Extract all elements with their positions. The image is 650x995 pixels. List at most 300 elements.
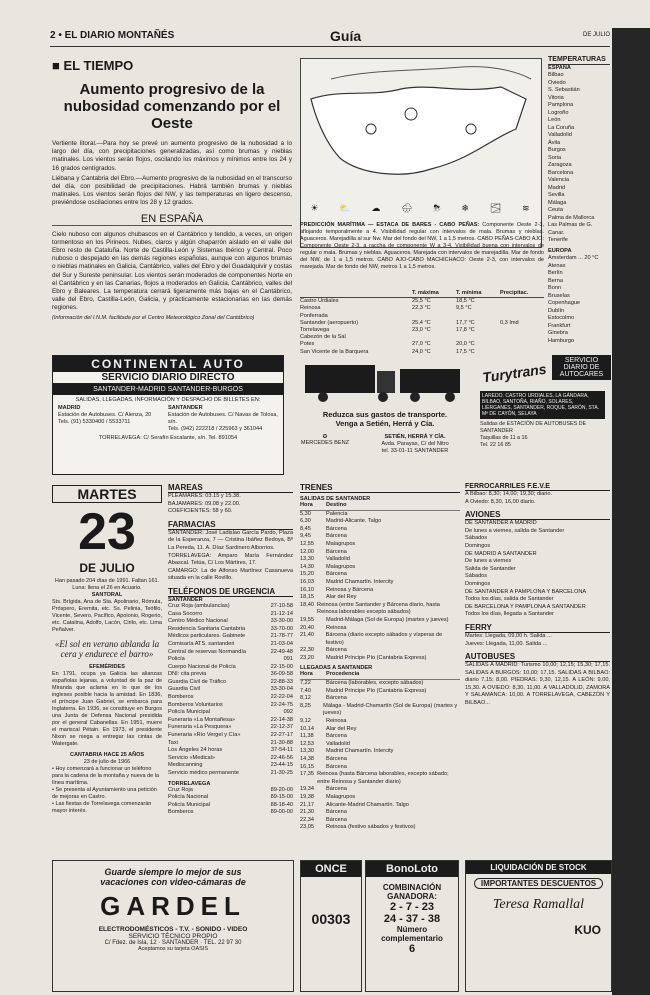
cantabria-item-2: • Se presenta al Ayuntamiento una petición de mejoras en Castro. bbox=[52, 787, 157, 800]
continental-auto-ad bbox=[52, 355, 284, 475]
saying: «El sol en verano ablanda la cera y endurece el barro» bbox=[54, 639, 160, 659]
urgencia-row bbox=[168, 633, 293, 641]
urgencia-row-value: 36-09-58 bbox=[270, 671, 293, 678]
city-item: La Coruña bbox=[548, 124, 575, 131]
salida-row-dest: Palencia bbox=[326, 510, 348, 517]
salida-row-time: 15,20 bbox=[300, 571, 314, 578]
rain-icon: 🌧 bbox=[401, 202, 413, 213]
turytrans-service: SERVICIO DIARIO DE AUTOCARES bbox=[552, 355, 611, 380]
llegada-row-time: 7,22 bbox=[300, 680, 311, 687]
temperature-cell bbox=[500, 313, 540, 320]
urgencia-row-value: 22-14-38 bbox=[270, 716, 293, 723]
urgencia-row-label: Funeraria «La Montañesa» bbox=[168, 716, 236, 723]
urgencia-torre-row-value: 88-18-40 bbox=[270, 801, 293, 808]
weather-icon-legend bbox=[300, 200, 540, 216]
turytrans-logo: Turytrans bbox=[481, 360, 548, 386]
urgencia-row-label: Funeraria «La Pesquera» bbox=[168, 724, 232, 731]
urgencia-row-label: Policía bbox=[168, 656, 185, 663]
salida-row-time: 13,30 bbox=[300, 556, 314, 563]
avion-item: DE MADRID A SANTANDER bbox=[465, 550, 537, 557]
temperature-cell: 27,0 °C bbox=[412, 341, 431, 348]
cantabria-item-3: • Las fiestas de Torrelavega comenzarán mayor interés. bbox=[52, 801, 152, 814]
cantabria-item-1: • Hoy comenzará a funcionar un teléfono para la cadena de la montaña y nueva de la línea marítima. bbox=[52, 766, 160, 786]
liquidacion-brand: Teresa Ramallal bbox=[492, 897, 585, 912]
urgencia-row-label: Funeraria «Río Vergel y Cía» bbox=[168, 732, 241, 739]
salida-row-time: 5,30 bbox=[300, 510, 311, 517]
europe-city-item: Atenas bbox=[548, 262, 566, 269]
europe-city-item: Berlín bbox=[548, 270, 563, 276]
feve-oviedo: A Oviedo: 8,30, 16,00 diario. bbox=[465, 498, 536, 505]
bonoloto-comp-label: Número complementario bbox=[381, 925, 443, 943]
llegada-row-time: 21,17 bbox=[300, 801, 314, 808]
espana-heading: EN ESPAÑA bbox=[52, 213, 292, 226]
temperature-cell: Reinosa bbox=[300, 305, 321, 312]
city-item: Vitoria bbox=[548, 94, 564, 101]
setien-line2: Venga a Setién, Herrá y Cía. bbox=[335, 419, 435, 428]
temperature-cell: 24,0 °C bbox=[412, 348, 431, 355]
city-item: Las Palmas de G. Canar. bbox=[548, 222, 593, 236]
aviones-title: AVIONES bbox=[465, 510, 610, 520]
urgencia-row-label: Bomberos bbox=[168, 694, 194, 701]
urgencia-row bbox=[168, 724, 293, 732]
once-number: 00303 bbox=[311, 911, 351, 927]
section-title: Guía bbox=[330, 28, 362, 44]
continental-sub: SERVICIO DIARIO DIRECTO bbox=[53, 372, 283, 384]
pleamares: PLEAMARES: 03.15 y 15.38. bbox=[168, 493, 241, 499]
temperature-cell: Ponferrada bbox=[300, 312, 328, 319]
salidas-list bbox=[300, 511, 460, 663]
city-item: S. Sebastián bbox=[548, 87, 580, 93]
mareas-title: MAREAS bbox=[168, 483, 293, 493]
urgencia-row bbox=[168, 686, 293, 694]
urgencia-row-label: Centro Médico Nacional bbox=[168, 618, 228, 625]
urgencia-row-label: Servicio «Medical» bbox=[168, 754, 215, 761]
urgencia-row-value: 21-30-25 bbox=[270, 770, 293, 776]
avion-item: Domingos bbox=[465, 580, 491, 587]
avion-item: Salida de Santander bbox=[465, 565, 516, 572]
continental-route: SANTANDER-MADRID SANTANDER-BURGOS bbox=[53, 384, 283, 395]
city-item: Tenerife bbox=[548, 237, 568, 243]
salida-row-time: 18,15 bbox=[300, 594, 314, 601]
urgencia-row-value: 22-22-04 bbox=[270, 694, 293, 701]
urgencia-torre-row bbox=[168, 802, 293, 810]
feve-bilbao: A Bilbao: 8,30; 14,00; 19,30; diario. bbox=[465, 491, 553, 497]
gardel-line4: SERVICIO TÉCNICO PROPIO bbox=[128, 933, 218, 940]
llegada-row-dest: Bárcena bbox=[326, 809, 347, 816]
urgencia-row bbox=[168, 656, 293, 664]
llegadas-title: LLEGADAS A SANTANDER bbox=[300, 665, 373, 672]
urgencia-row-value: 33-30-00 bbox=[270, 618, 293, 625]
urgencia-row bbox=[168, 603, 293, 611]
llegadas-header: Hora Procedencia bbox=[300, 671, 460, 680]
truck-illustration bbox=[295, 355, 475, 405]
ferry-title: FERRY bbox=[465, 623, 610, 633]
urgencia-title: TELÉFONOS DE URGENCIA bbox=[168, 587, 293, 597]
farmacias-camargo: CAMARGO: La de Alfonso Martínez Casanueva situada en la calle Rovillo. bbox=[168, 567, 293, 582]
salida-row-dest: Bárcena bbox=[326, 533, 347, 540]
urgencia-row-value: 33-30-04 bbox=[270, 686, 293, 693]
urgencia-row bbox=[168, 641, 293, 649]
urgencia-row bbox=[168, 626, 293, 634]
gardel-logo: GARDEL bbox=[100, 891, 246, 921]
aviones-list bbox=[465, 520, 610, 619]
setien-address: SETIÉN, HERRÁ Y CÍA. Avda. Parayas, C/ del Nitro tel. 33-01-11 SANTANDER bbox=[381, 434, 449, 454]
salida-row-time: 21,40 bbox=[300, 632, 314, 639]
salida-row bbox=[300, 647, 460, 655]
salida-row bbox=[300, 625, 460, 633]
llegada-row bbox=[300, 771, 460, 786]
temperature-row bbox=[300, 341, 544, 348]
urgencia-row bbox=[168, 664, 293, 672]
urgencia-torre-row bbox=[168, 794, 293, 802]
salidas-title: SALIDAS DE SANTANDER bbox=[300, 496, 371, 502]
salidas-header: Hora Destino bbox=[300, 502, 460, 511]
tiempo-section bbox=[52, 58, 292, 322]
temperature-cell bbox=[500, 305, 540, 312]
llegada-row bbox=[300, 733, 460, 741]
salida-row bbox=[300, 526, 460, 534]
salida-row bbox=[300, 655, 460, 663]
avion-item: DE SANTANDER A PAMPLONA Y BARCELONA bbox=[465, 588, 587, 595]
salida-row bbox=[300, 617, 460, 625]
urgencia-row bbox=[168, 611, 293, 619]
tiempo-headline: Aumento progresivo de la nubosidad comenzando por el Oeste bbox=[63, 81, 281, 132]
salida-row bbox=[300, 564, 460, 572]
urgencia-row-value: 22-12-37 bbox=[270, 724, 293, 731]
temperature-cell: 0,3 Imd bbox=[500, 319, 519, 326]
turytrans-info: Salidas de ESTACIÓN DE AUTOBUSES DE SANTANDER Taquillas de 11 a 16 Tel. 22 16 85 bbox=[480, 421, 587, 448]
city-item: Pamplona bbox=[548, 102, 574, 108]
day-number: 23 bbox=[78, 503, 136, 561]
temperature-cell: San Vicente de la Barquera bbox=[300, 348, 369, 355]
urgencia-row-value: 22-24-75 bbox=[270, 701, 293, 708]
salida-row bbox=[300, 518, 460, 526]
city-item: Oviedo bbox=[548, 79, 566, 86]
llegada-row-time: 11,38 bbox=[300, 733, 314, 740]
llegada-row-dest: Madrid Chamartín. Intercity bbox=[326, 748, 394, 755]
temperature-cell: Castro Urdiales bbox=[300, 298, 339, 305]
salida-row-dest: Malagrupos bbox=[326, 563, 356, 570]
llegada-row-dest: Bárcena bbox=[326, 733, 347, 740]
prediccion-maritima: PREDICCIÓN MARÍTIMA — ESTACA DE BARES - CABO PEÑAS: Componente Oeste 2-3, aflojando temporalmente a 4. Visibilidad regular con intervalos de mala. Brumas y nieblas. Aguaceros. Marejadilla al sur Nw. Mar del fondo del NW, 1 a 1,5 metros. CABO PEÑAS-CABO AJO: Componente Oeste 2-3, a raccha de componente W a 3-4. Visibilidad buena con intervalos de regular o mala. Brumas y nieblas. Aguaceros. Marejada con intervalos de marejadilla. Mar de fondo del NW, de 1 a 1,5 metros. CABO AJO-CABO MACHICHACO: Oeste 2-3, con intervalos de marejada. Mar de fondo del NW, metros 1 a 1,5 metros. bbox=[300, 222, 545, 270]
salida-row-time: 20,40 bbox=[300, 624, 314, 631]
llegada-row-time: 16,15 bbox=[300, 763, 314, 770]
urgencia-torre-row-value: 89-15-00 bbox=[270, 794, 293, 801]
llegada-row bbox=[300, 756, 460, 764]
europa-label: EUROPA bbox=[548, 247, 572, 254]
avion-item: DE SANTANDER A MADRID bbox=[465, 520, 537, 527]
salida-row-dest: Bárcena (diario excepto sábados y vísperas de festivo) bbox=[325, 632, 443, 646]
salida-row bbox=[300, 579, 460, 587]
gardel-line3: ELECTRODOMÉSTICOS - T.V. - SONIDO - VIDEO bbox=[98, 926, 248, 933]
salida-row-dest: Alar del Rey bbox=[326, 594, 357, 601]
llegada-row bbox=[300, 824, 460, 832]
urgencia-torrelavega-list bbox=[168, 787, 293, 817]
farmacias-santander: SANTANDER: José Ladislao García Pardo, Plaza de la Esperanza, 7 — Cristina Ibáñez Bedoya, Bº La Pereda, 11. A. Díaz Sardinero Alborrios. bbox=[168, 529, 293, 551]
llegada-row bbox=[300, 726, 460, 734]
urgencia-torre-row-label: Policía Nacional bbox=[168, 794, 209, 801]
temperature-cell bbox=[500, 334, 540, 341]
llegada-row bbox=[300, 764, 460, 772]
turytrans-lines: LAREDO. CASTRO URDIALES, LA GÁNDARA, BILBAO, SANTOÑA, RIAÑO, SOLARES, LIÉRGANES, SANTANDER, ROQUE, SARÓN, STA. Mª DE CAYÓN, SELAYA bbox=[480, 391, 605, 419]
cantabria-title: CANTABRIA HACE 25 AÑOS bbox=[69, 752, 145, 758]
santoral-text: Sts. Brígida, Ana de Sta. Apolinario, Rómula, Próspero, Eremita, etc. Ss. Pelinia, Teófilo, Vicente, Severo, Pacífico, Apolonio, Rogerio, etc. Catalina, Adolfo, Lacón, Cirilo, etc. Lima Peñalver. bbox=[52, 599, 162, 633]
temperaturas-sidebar bbox=[548, 56, 610, 345]
urgencia-row-value: 22-15-00 bbox=[270, 663, 293, 670]
bonoloto-box bbox=[365, 860, 459, 992]
llegadas-list bbox=[300, 680, 460, 832]
llegada-row-dest: Bárcena bbox=[326, 786, 347, 793]
temperature-cell bbox=[456, 334, 500, 341]
llegada-row-dest: Madrid Príncipe Pío (Cantabria Express) bbox=[326, 687, 427, 694]
europe-city-item: Estocolmo bbox=[548, 315, 575, 321]
urgencia-row-value: 33-70-00 bbox=[270, 625, 293, 632]
city-item: Valladolid bbox=[548, 132, 572, 138]
salida-row-dest: Malagrupos bbox=[326, 540, 356, 547]
llegada-row-dest: Alicante-Madrid Chamartín. Talgo bbox=[326, 801, 409, 808]
urgencia-row-label: Servicio médico permanente bbox=[168, 770, 239, 776]
llegada-row-dest: Reinosa (hasta Bárcena laborables, excepto sábado; entre Reinosa y Santander diario) bbox=[317, 771, 449, 785]
temperature-cell: 23,0 °C bbox=[412, 327, 431, 334]
date-info: Han pasado 204 días de 1991. Faltan 161. Luna: llena el 26 en Acuario. bbox=[54, 578, 160, 591]
llegada-row-dest: Bárcena bbox=[326, 763, 347, 770]
feve-title: FERROCARRILES F.E.V.E bbox=[465, 483, 610, 491]
temperature-cell: Potes bbox=[300, 341, 315, 348]
temperature-cell bbox=[500, 298, 540, 305]
urgencia-torre-row-label: Bomberos bbox=[168, 809, 194, 816]
llegada-row-time: 19,38 bbox=[300, 793, 314, 800]
urgencia-torre-row-value: 89-20-00 bbox=[270, 786, 293, 793]
llegada-row-time: 8,12 bbox=[300, 695, 311, 702]
urgencia-row-label: Cuerpo Nacional de Policía bbox=[168, 663, 236, 670]
llegada-row-dest: Valladolid bbox=[326, 740, 350, 747]
salida-row-time: 19,55 bbox=[300, 616, 314, 623]
avion-item: Todos los días, llegada a Santander bbox=[465, 611, 554, 618]
urgencia-row-label: Taxi bbox=[168, 739, 178, 746]
salida-row-time: 9,45 bbox=[300, 533, 311, 540]
coeficientes: COEFICIENTES: 58 y 60. bbox=[168, 508, 233, 515]
llegada-row-time: 10,14 bbox=[300, 725, 314, 732]
cantabria-map-svg bbox=[301, 59, 541, 199]
autobuses-title: AUTOBUSES bbox=[465, 652, 610, 662]
urgencia-row-value: 21-12-14 bbox=[270, 610, 293, 617]
farmacias-torrelavega: TORRELAVEGA: Amparo María Fernández Abascal. Tetúa, C/ Los Mártires, 17. bbox=[168, 552, 293, 567]
gardel-ad bbox=[52, 860, 294, 992]
page-number: 2 • EL DIARIO MONTAÑÉS bbox=[50, 30, 175, 41]
bonoloto-numbers-2: 24 - 37 - 38 bbox=[383, 913, 441, 925]
urgencia-row-label: Cruz Roja (ambulancias) bbox=[168, 602, 230, 609]
salida-row-dest: Madrid Chamartín. Intercity bbox=[326, 578, 394, 585]
bonoloto-title: COMBINACIÓN GANADORA: bbox=[382, 883, 442, 901]
llegada-row bbox=[300, 680, 460, 688]
tiempo-p1: Vertiente litoral.—Para hoy se prevé un aumento progresivo de la nubosidad a lo largo del día, con precipitaciones generalizadas, así como brumas y nieblas matinales. Los vientos serán flojos, oscilando los máximos y mínimos entre los 24 y 16 grados centígrados. bbox=[52, 140, 292, 172]
temperature-cell: Cabezón de la Sal bbox=[300, 334, 346, 341]
europe-city-item: Copenhague bbox=[548, 300, 581, 306]
temperature-cell bbox=[500, 341, 540, 348]
temperature-row bbox=[300, 305, 544, 312]
turytrans-ad bbox=[480, 355, 605, 473]
llegada-row-time: 17,35 bbox=[300, 771, 314, 778]
gardel-line1: Guarde siempre lo mejor de sus bbox=[104, 867, 242, 877]
urgencia-santander: SANTANDER bbox=[168, 596, 203, 603]
espana-label: ESPAÑA bbox=[548, 64, 571, 71]
urgencia-torre-row bbox=[168, 787, 293, 795]
once-box bbox=[300, 860, 362, 992]
temperature-cell: 20,0 °C bbox=[456, 341, 475, 348]
salida-row-dest: Reinosa bbox=[326, 624, 347, 631]
continental-madrid: MADRID Estación de Autobuses. C/ Alenza, 20 Tels. (91) 5330400 / 5533711 bbox=[58, 405, 152, 425]
urgencia-row-label: Comisaría ATS. santanderi bbox=[168, 640, 235, 647]
urgencia-row bbox=[168, 709, 293, 717]
once-logo: ONCE bbox=[301, 861, 361, 877]
urgencia-row bbox=[168, 649, 293, 657]
temperature-cell bbox=[412, 334, 456, 341]
europe-city-item: Hamburgo bbox=[548, 337, 575, 344]
header-date: DE JULIO bbox=[582, 32, 610, 38]
mareas-farmacias-column bbox=[168, 483, 293, 817]
urgencia-row bbox=[168, 755, 293, 763]
salida-row bbox=[300, 549, 460, 557]
continental-desc: SALIDAS, LLEGADAS, INFORMACIÓN Y DESPACHO DE BILLETES EN: bbox=[75, 397, 261, 403]
llegada-row-time: 19,34 bbox=[300, 786, 314, 793]
salida-row-time: 8,45 bbox=[300, 525, 311, 532]
europe-city-list bbox=[548, 255, 610, 345]
urgencia-row-label: Mediscanning bbox=[168, 762, 203, 769]
partly-cloudy-icon: ⛅ bbox=[339, 202, 351, 213]
salida-row-time: 23,20 bbox=[300, 654, 314, 661]
salida-row-dest: Valladolid bbox=[326, 556, 350, 563]
urgencia-row bbox=[168, 694, 293, 702]
urgencia-row bbox=[168, 770, 293, 778]
llegada-row-dest: Malagrupos bbox=[326, 793, 356, 800]
continental-logo: CONTINENTAL AUTO bbox=[53, 356, 283, 372]
city-item: Bilbao bbox=[548, 72, 564, 78]
europe-city-item: Ginebra bbox=[548, 330, 568, 336]
temperature-row bbox=[300, 334, 544, 341]
llegada-row bbox=[300, 794, 460, 802]
tiempo-heading: ■ EL TIEMPO bbox=[52, 58, 134, 73]
llegada-row-time: 9,12 bbox=[300, 718, 311, 725]
urgencia-row-label: Bomberos Voluntarios bbox=[168, 701, 223, 708]
city-item: Palma de Mallorca bbox=[548, 214, 595, 221]
llegada-row bbox=[300, 809, 460, 817]
tiempo-source: (Información del I.N.M. facilitada por el Centro Meteorológico Zonal del Cantábrico) bbox=[52, 314, 255, 321]
bonoloto-numbers-1: 2 - 7 - 23 bbox=[389, 901, 435, 913]
fog-icon: 🌫 bbox=[489, 202, 502, 213]
urgencia-row bbox=[168, 671, 293, 679]
urgencia-row-value: 091 bbox=[283, 656, 293, 663]
europe-city-item: Bonn bbox=[548, 285, 562, 291]
salida-row-dest: Madrid-Málaga (Sol de Europa) (martes y jueves) bbox=[326, 616, 449, 623]
avion-item: Domingos bbox=[465, 542, 491, 549]
urgencia-list bbox=[168, 603, 293, 778]
urgencia-row-value: 22-27-17 bbox=[270, 732, 293, 739]
urgencia-row-label: Central de reservas Normandía bbox=[168, 648, 247, 655]
kuo-logo: KUO bbox=[574, 923, 601, 937]
efemerides-title: EFEMÉRIDES bbox=[89, 664, 125, 670]
llegada-row-dest: Málaga - Madrid-Chamartín (Sol de Europa) (martes y jueves) bbox=[323, 702, 458, 717]
temperature-table-header: T. máxima T. mínima Precipitac. bbox=[300, 290, 544, 298]
llegada-row bbox=[300, 718, 460, 726]
urgencia-row-label: DNI: cita previa bbox=[168, 671, 207, 678]
salida-row-time: 12,00 bbox=[300, 548, 314, 555]
salida-row bbox=[300, 594, 460, 602]
transport-column bbox=[465, 483, 610, 708]
urgencia-row-value: 27-10-58 bbox=[270, 602, 293, 609]
temperature-cell: 17,7 °C bbox=[456, 319, 475, 326]
cantabria-date: 23 de julio de 1966 bbox=[83, 759, 131, 765]
urgencia-row-value: 22-49-48 bbox=[270, 648, 293, 655]
temperaturas-title: TEMPERATURAS bbox=[548, 56, 610, 65]
urgencia-row-value: 21-03-04 bbox=[270, 640, 293, 647]
avion-item: Sábados bbox=[465, 573, 488, 580]
urgencia-row bbox=[168, 747, 293, 755]
temperature-cell: 22,3 °C bbox=[412, 305, 431, 312]
temperature-row bbox=[300, 320, 544, 327]
avion-item: DE BARCELONA Y PAMPLONA A SANTANDER bbox=[465, 603, 586, 610]
llegada-row bbox=[300, 817, 460, 825]
llegada-row bbox=[300, 786, 460, 794]
efemerides-text: En 1791, ocupa ya Galicia las alianzas españolas lejanas, a voluntad de la paz de Miranda que aclama en lo que de los ingleses posible hacia la amistad. En 1836, el príncipe Juan Gabriel, se embarca para Inglaterra. En 1936, se constituye en Burgos una Junta de Defensa Nacional presidida por el general Cabanellas. En 1951, muere el mariscal Pétain. En 1973, el presidente Nixon se niega a entregar las cintas de Watergate. bbox=[52, 671, 162, 747]
avion-item: Todos los días, salida de Santander bbox=[465, 596, 554, 603]
salida-row-dest: Bárcena bbox=[326, 647, 347, 654]
ferry-jueves: Jueves: Llegada, 11,00. Salida ... bbox=[465, 640, 548, 647]
urgencia-row bbox=[168, 679, 293, 687]
bonoloto-logo: BonoLoto bbox=[366, 861, 458, 877]
llegada-row bbox=[300, 748, 460, 756]
urgencia-row bbox=[168, 717, 293, 725]
continental-torrelavega: TORRELAVEGA: C/ Serafín Escalante, s/n. Tel. 891054 bbox=[98, 435, 238, 441]
city-item: Málaga bbox=[548, 199, 567, 206]
sea-icon: ≋ bbox=[522, 202, 530, 213]
temperature-cell: 25,4 °C bbox=[412, 319, 431, 326]
llegada-row-time: 7,40 bbox=[300, 687, 311, 694]
temperature-row bbox=[300, 298, 544, 305]
adjacent-page-strip bbox=[612, 28, 650, 995]
salida-row-dest: Reinosa y Bárcena bbox=[326, 586, 374, 593]
salida-row-time: 16,03 bbox=[300, 578, 314, 585]
llegada-row-dest: Bárcena bbox=[326, 695, 347, 702]
temperature-cell: Torrelavega bbox=[300, 327, 330, 334]
weather-map bbox=[300, 58, 542, 248]
llegada-row-time: 13,30 bbox=[300, 748, 314, 755]
bajamares: BAJAMARES: 09.08 y 22.00. bbox=[168, 500, 241, 507]
llegada-row-dest: Bárcena (laborables, excepto sábados) bbox=[326, 680, 424, 687]
city-item: Ceuta bbox=[548, 207, 563, 213]
temperature-cell: 25,5 °C bbox=[412, 298, 431, 305]
storm-icon: ⛈ bbox=[433, 202, 441, 213]
temperature-cell bbox=[456, 313, 500, 320]
llegada-row bbox=[300, 741, 460, 749]
santoral-title: SANTORAL bbox=[91, 592, 123, 598]
llegada-row-time: 8,25 bbox=[300, 702, 311, 709]
llegada-row-time: 23,05 bbox=[300, 824, 314, 831]
city-item: Logroño bbox=[548, 109, 569, 116]
salida-row-dest: Bárcena bbox=[326, 548, 347, 555]
urgencia-torre-row bbox=[168, 809, 293, 817]
city-list bbox=[548, 72, 610, 245]
urgencia-row-value: 37-54-11 bbox=[271, 747, 293, 754]
avion-item: De lunes a viernes, salida de Santander bbox=[465, 527, 565, 534]
trenes-column bbox=[300, 483, 460, 832]
salida-row-dest: Bárcena bbox=[326, 525, 347, 532]
cloud-icon: ☁ bbox=[371, 202, 381, 213]
city-item: Valencia bbox=[548, 177, 570, 183]
urgencia-torre-row-label: Cruz Roja bbox=[168, 786, 193, 793]
salida-row-dest: Reinosa (entre Santander y Bárcena diario, hasta Reinosa laborables excepto sábados) bbox=[317, 601, 440, 616]
temperature-cell bbox=[412, 313, 456, 320]
salida-row-time: 16,10 bbox=[300, 586, 314, 593]
